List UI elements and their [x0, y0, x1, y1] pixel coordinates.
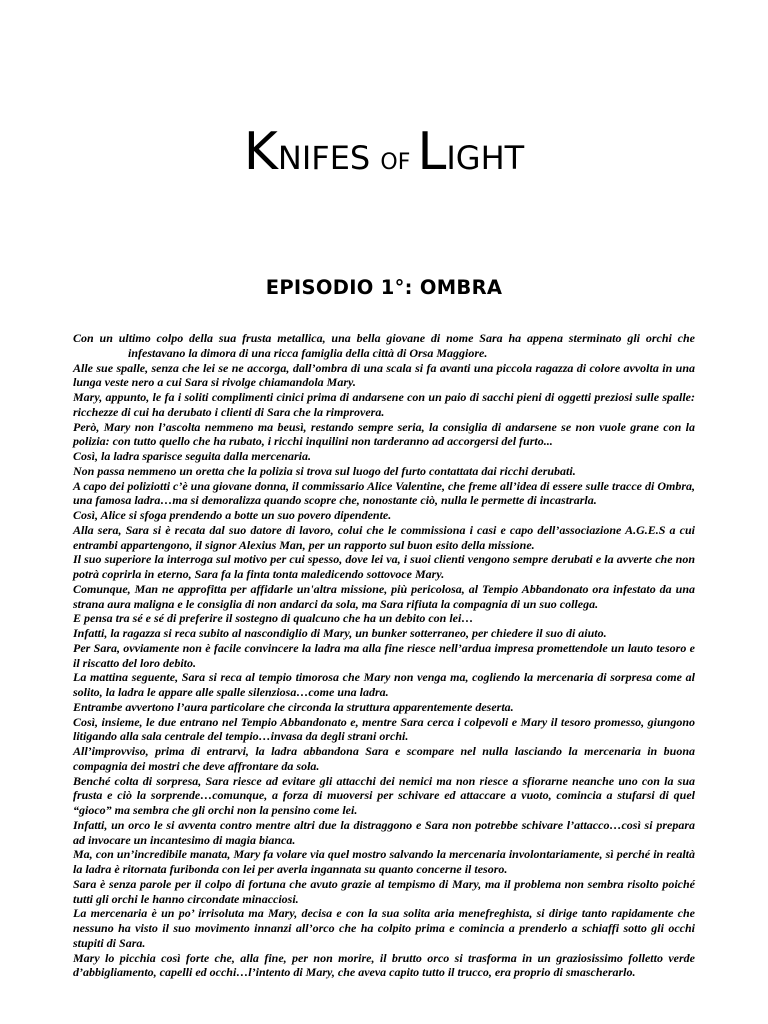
paragraph: Così, insieme, le due entrano nel Tempio Abbandonato e, mentre Sara cerca i colpevoli e Mary il tesoro promesso, giungono litigando alla sala centrale del tempio…invasa da degli strani orchi.	[73, 714, 695, 744]
paragraph: Non passa nemmeno un oretta che la polizia si trova sul luogo del furto contattata dai ricchi derubati.	[73, 463, 576, 478]
paragraph: Per Sara, ovviamente non è facile convincere la ladra ma alla fine riesce nell’ardua impresa promettendole un lauto tesoro e il riscatto del loro debito.	[73, 640, 695, 670]
paragraph: La mercenaria è un po’ irrisoluta ma Mary, decisa e con la sua solita aria menefreghista, si dirige tanto rapidamente che nessuno ha visto il suo movimento innanzi all’orco che ha colpito prima e comincia a prenderlo a schiaffi sotto gli occhi stupiti di Sara.	[73, 906, 695, 950]
title-word-ight: IGHT	[446, 139, 525, 177]
paragraph: Però, Mary non l’ascolta nemmeno ma beusì, restando sempre seria, la consiglia di andarsene se non vuole grane con la polizia: con tutto quello che ha rubato, i ricchi inquilini non tarderanno ad accorgersi del furto...	[73, 419, 695, 449]
paragraph: La mattina seguente, Sara si reca al tempio timorosa che Mary non venga ma, cogliendo la mercenaria di sorpresa come al solito, la ladra le appare alle spalle silenziosa…come una ladra.	[73, 670, 695, 699]
paragraph: Mary, appunto, le fa i soliti complimenti cinici prima di andarsene con un paio di sacchi pieni di oggetti preziosi sulle spalle: ricchezze di cui ha derubato i clienti di Sara che la rimprovera.	[73, 390, 695, 419]
title-word-of: OF	[380, 150, 418, 175]
paragraph: Mary lo picchia così forte che, alla fine, per non morire, il brutto orco si trasforma in un graziosissimo folletto verde d’abbigliamento, capelli ed occhi…l’intento di Mary, che aveva capito tutto il trucco, era proprio di smascherarlo.	[73, 950, 695, 980]
paragraph: A capo dei poliziotti c’è una giovane donna, il commissario Alice Valentine, che freme all’idea di essere sulle tracce di Ombra, una famosa ladra…ma si demoralizza quando scopre che, nonostante ciò, nulla le permette di incastrarla.	[73, 478, 695, 508]
paragraph: Ma, con un’incredibile manata, Mary fa volare via quel mostro salvando la mercenaria involontariamente, sì perché in realtà la ladra è ritornata furibonda con lei per averla ingannata su quanto concerne il tesoro.	[73, 847, 695, 876]
paragraph: Il suo superiore la interroga sul motivo per cui spesso, dove lei va, i suoi clienti vengono sempre derubati e la avverte che non potrà coprirla in eterno, Sara fa la finta tonta maledicendo sottovoce Mary.	[73, 552, 695, 581]
title-initial-k: K	[243, 122, 278, 182]
story-body	[73, 331, 695, 980]
paragraph: Con un ultimo colpo della sua frusta metallica, una bella giovane di nome Sara ha appena sterminato gli orchi che infestavano la dimora di una ricca famiglia della città di Orsa Maggiore.	[73, 331, 695, 360]
paragraph: Alle sue spalle, senza che lei se ne accorga, dall’ombra di una scala si fa avanti una piccola ragazza di colore avvolta in una lunga veste nero a cui Sara si rivolge chiamandola Mary.	[73, 360, 695, 390]
title-word-nifes: NIFES	[277, 139, 381, 177]
paragraph: Benché colta di sorpresa, Sara riesce ad evitare gli attacchi dei nemici ma non riesce a sfiorarne neanche uno con la sua frusta e ciò la sorprende…comunque, a forza di muoversi per schivare ed attaccare a vuoto, comincia a stufarsi di quel “gioco” ma sembra che gli orchi non la pensino come lei.	[73, 773, 695, 817]
paragraph: Entrambe avvertono l’aura particolare che circonda la struttura apparentemente deserta.	[73, 699, 514, 714]
episode-heading: EPISODIO 1°: OMBRA	[265, 276, 503, 299]
paragraph: Sara è senza parole per il colpo di fortuna che avuto grazie al tempismo di Mary, ma il problema non sembra risolto poiché tutti gli orchi le hanno circondate minacciosi.	[73, 876, 695, 906]
paragraph: E pensa tra sé e sé di preferire il sostegno di qualcuno che ha un debito con lei…	[73, 611, 474, 626]
paragraph: Alla sera, Sara si è recata dal suo datore di lavoro, colui che le commissiona i casi e capo dell’associazione A.G.E.S a cui entrambi appartengono, il signor Alexius Man, per un rapporto sul buon esito della missione.	[73, 522, 695, 552]
paragraph: Così, Alice si sfoga prendendo a botte un suo povero dipendente.	[73, 508, 392, 522]
paragraph: Infatti, la ragazza si reca subito al nascondiglio di Mary, un bunker sotterraneo, per chiedere il suo di aiuto.	[73, 626, 607, 640]
paragraph: Comunque, Man ne approfitta per affidarle un'altra missione, più pericolosa, al Tempio Abbandonato ora infestato da una strana aura maligna e le consiglia di non andarci da sola, ma Sara rifiuta la compagnia di un suo collega.	[73, 581, 695, 611]
paragraph: All’improvviso, prima di entrarvi, la ladra abbandona Sara e scompare nel nulla lasciando la mercenaria in buona compagnia dei mostri che deve affrontare da sola.	[73, 744, 695, 773]
document-title	[0, 122, 768, 182]
paragraph: Infatti, un orco le si avventa contro mentre altri due la distraggono e Sara non potrebbe schivare l’attacco…così si prepara ad invocare un incantesimo di magia bianca.	[73, 817, 695, 847]
title-initial-l: L	[417, 122, 447, 182]
paragraph: Così, la ladra sparisce seguita dalla mercenaria.	[73, 449, 312, 463]
